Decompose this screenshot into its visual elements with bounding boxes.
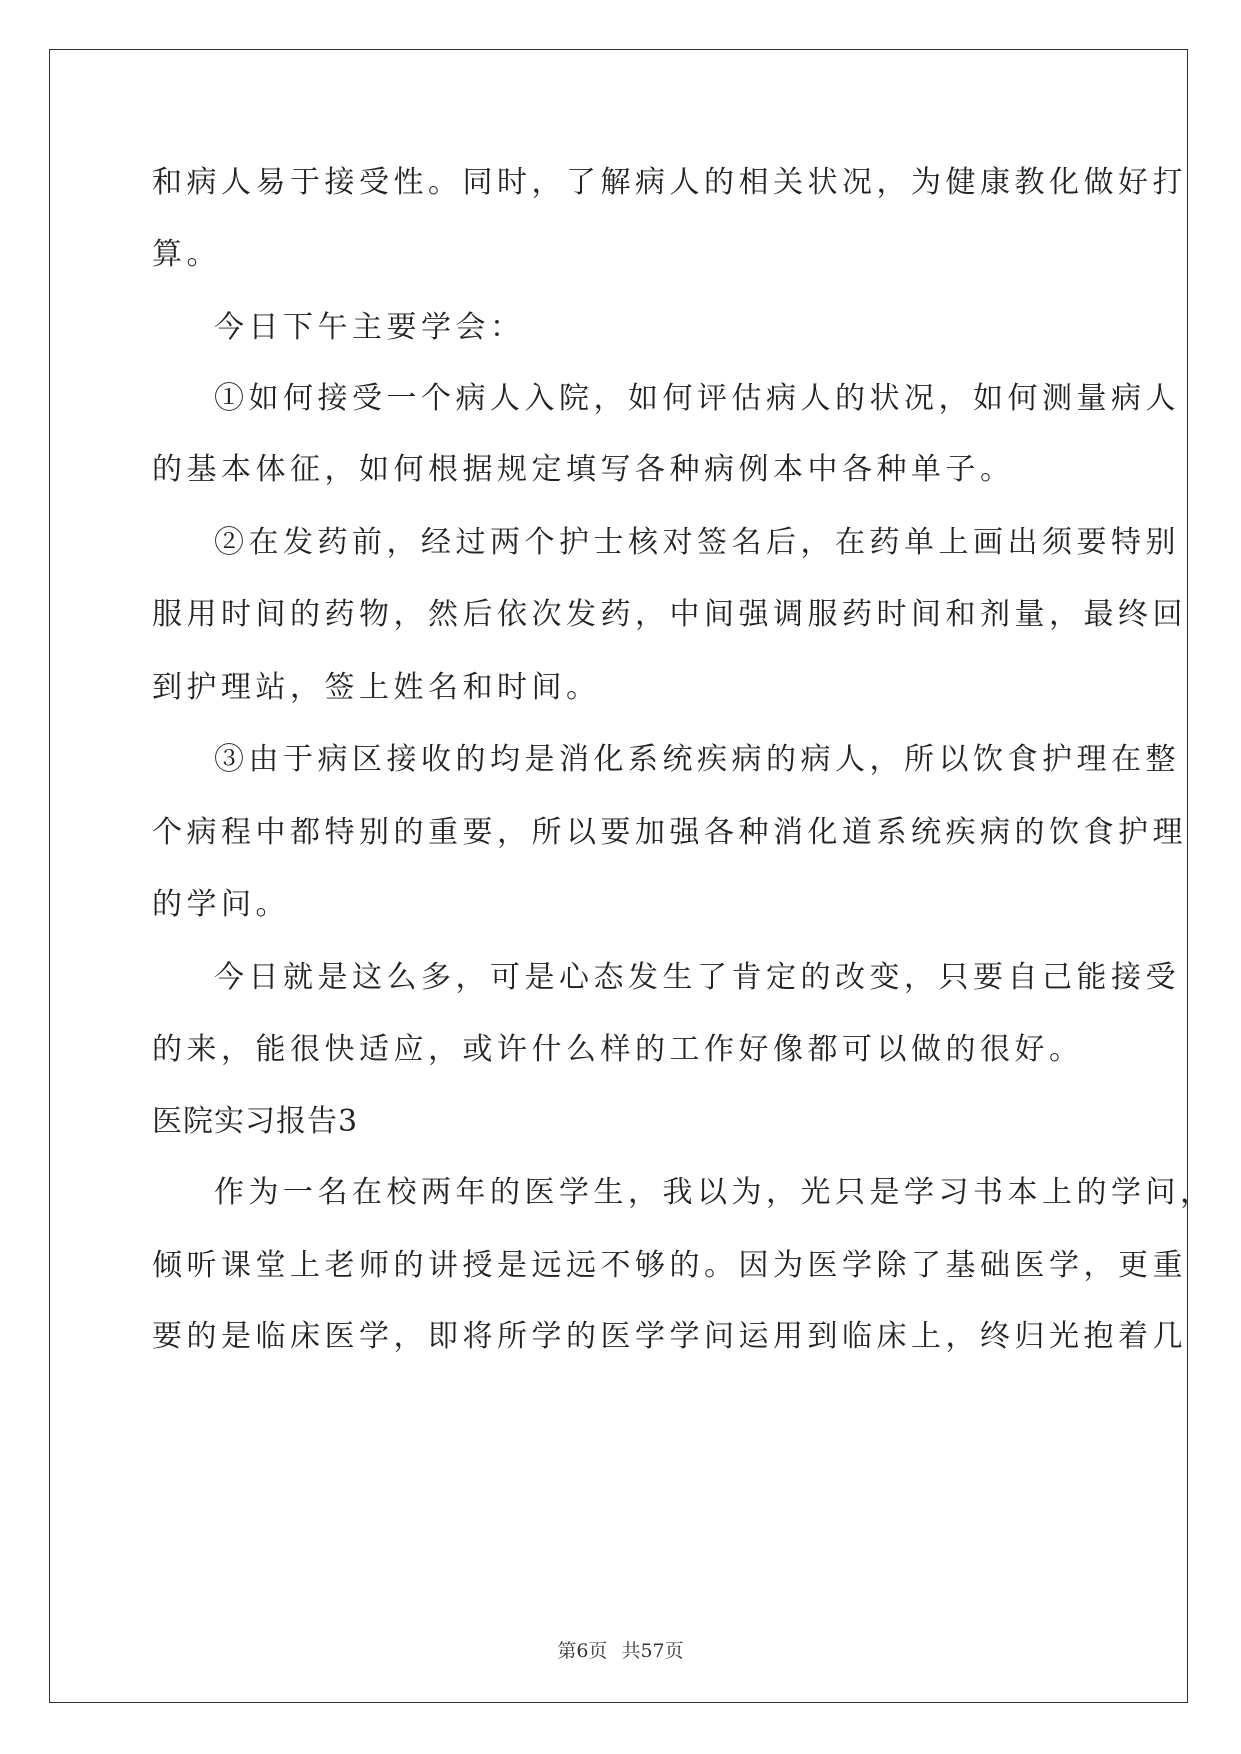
text-line: 服用时间的药物，然后依次发药，中间强调服药时间和剂量，最终回 <box>152 597 1187 632</box>
text-line: 到护理站，签上姓名和时间。 <box>152 670 601 705</box>
text-line: 的来，能很快适应，或许什么样的工作好像都可以做的很好。 <box>152 1032 1084 1067</box>
text-line: 今日下午主要学会： <box>214 310 525 345</box>
text-line: 作为一名在校两年的医学生，我以为，光只是学习书本上的学问， <box>214 1175 1215 1210</box>
section-heading: 医院实习报告3 <box>152 1104 359 1139</box>
text-line: 倾听课堂上老师的讲授是远远不够的。因为医学除了基础医学，更重 <box>152 1248 1187 1283</box>
page-total: 共57页 <box>621 1640 684 1662</box>
text-line: ③由于病区接收的均是消化系统疾病的病人，所以饮食护理在整 <box>214 742 1180 777</box>
page-border <box>49 49 1188 1703</box>
text-line: 的学问。 <box>152 887 290 922</box>
page-number: 第6页 <box>557 1640 608 1662</box>
text-line: 要的是临床医学，即将所学的医学学问运用到临床上，终归光抱着几 <box>152 1319 1187 1354</box>
text-line: ②在发药前，经过两个护士核对签名后，在药单上画出须要特别 <box>214 525 1180 560</box>
text-line: 算。 <box>152 237 221 272</box>
page-footer <box>0 1636 1241 1663</box>
text-line: 个病程中都特别的重要，所以要加强各种消化道系统疾病的饮食护理 <box>152 815 1187 850</box>
text-line: ①如何接受一个病人入院，如何评估病人的状况，如何测量病人 <box>214 381 1180 416</box>
text-line: 和病人易于接受性。同时，了解病人的相关状况，为健康教化做好打 <box>152 165 1187 200</box>
text-line: 的基本体征，如何根据规定填写各种病例本中各种单子。 <box>152 452 1015 487</box>
text-line: 今日就是这么多，可是心态发生了肯定的改变，只要自己能接受 <box>214 960 1180 995</box>
